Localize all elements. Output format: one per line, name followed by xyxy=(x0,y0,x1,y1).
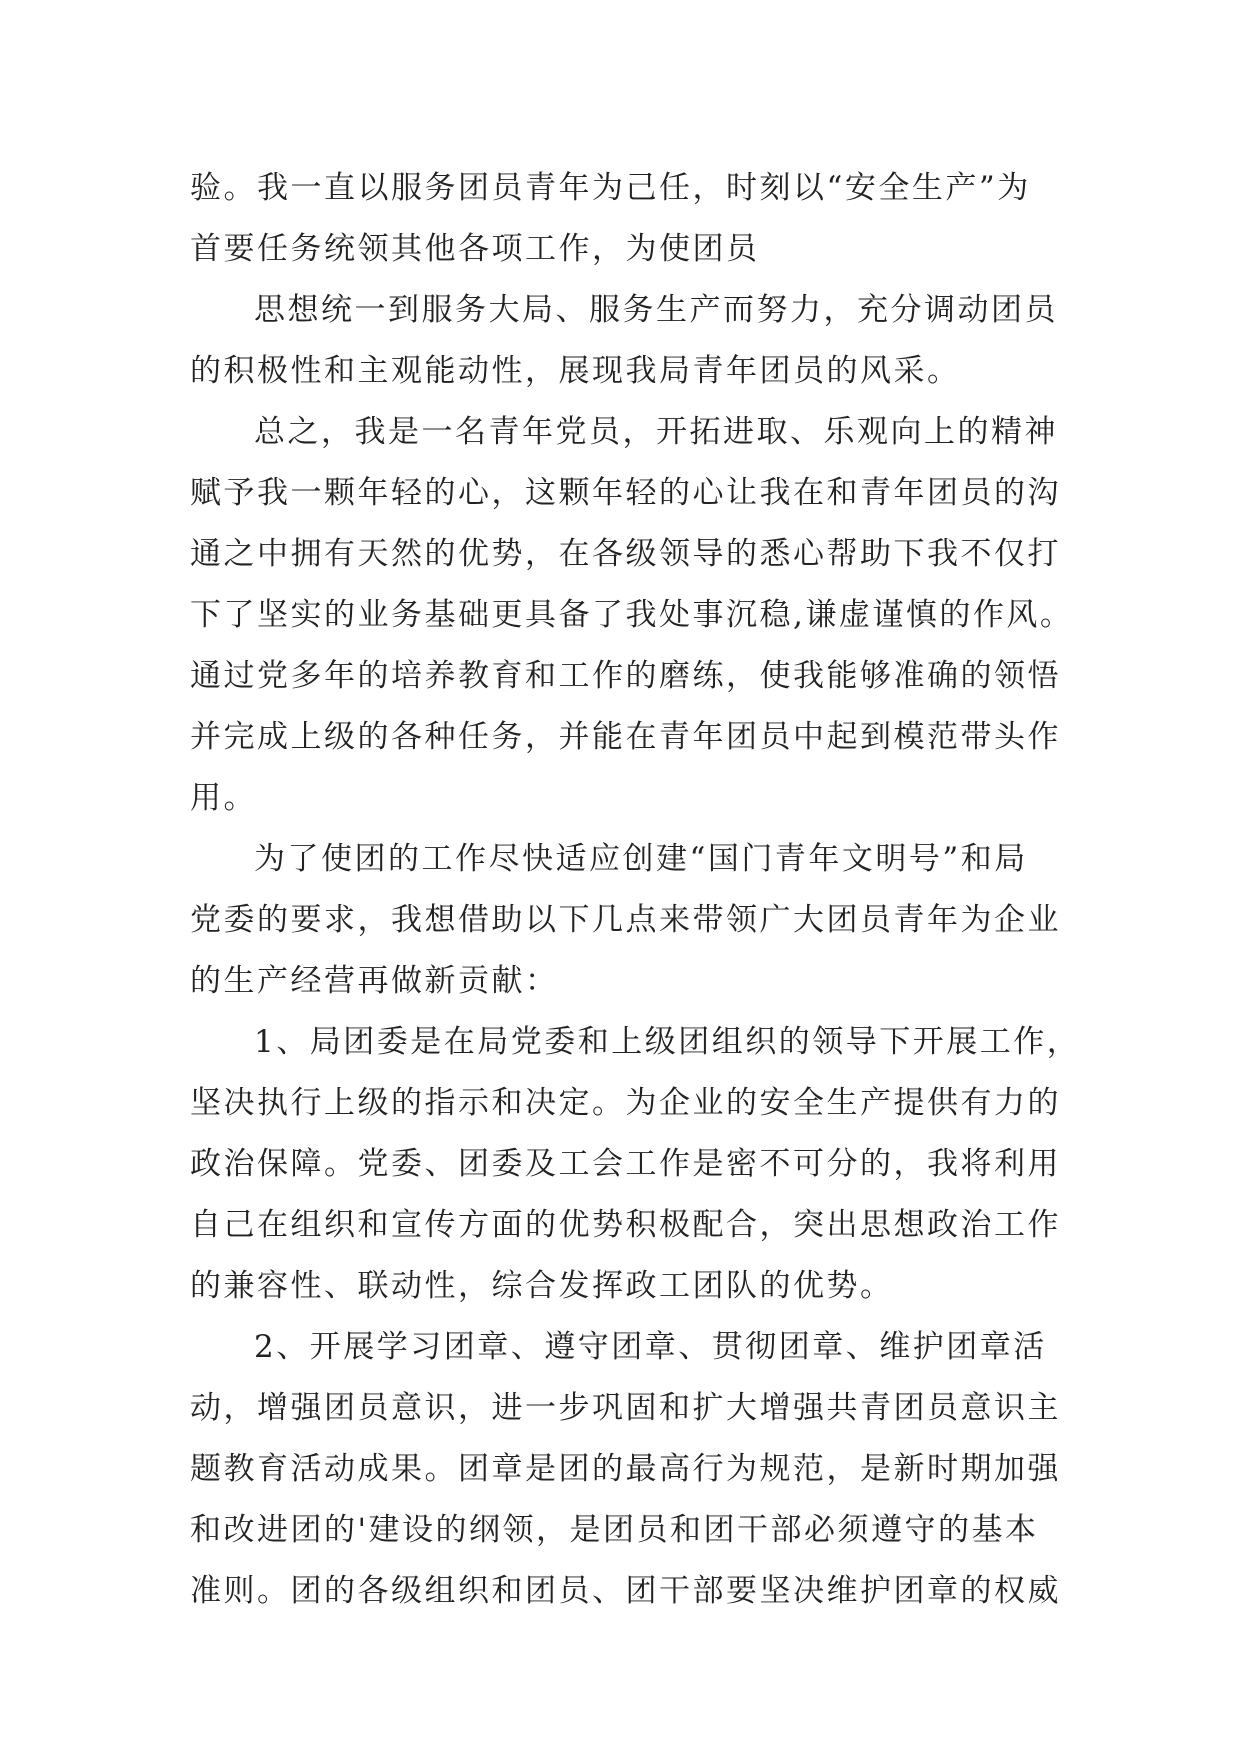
text-line: 的生产经营再做新贡献： xyxy=(190,963,559,999)
text-line: 通之中拥有天然的优势，在各级领导的悉心帮助下我不仅打 xyxy=(190,536,1061,572)
text-line: 赋予我一颗年轻的心，这颗年轻的心让我在和青年团员的沟 xyxy=(190,475,1061,511)
text-line: 自己在组织和宣传方面的优势积极配合，突出思想政治工作 xyxy=(190,1207,1061,1243)
text-line: 2、开展学习团章、遵守团章、贯彻团章、维护团章活 xyxy=(254,1329,1047,1365)
text-line: 为了使团的工作尽快适应创建“国门青年文明号”和局 xyxy=(254,841,1028,877)
text-line: 用。 xyxy=(190,780,257,816)
text-line: 党委的要求，我想借助以下几点来带领广大团员青年为企业 xyxy=(190,902,1061,938)
text-line: 政治保障。党委、团委及工会工作是密不可分的，我将利用 xyxy=(190,1146,1061,1182)
text-line: 首要任务统领其他各项工作，为使团员 xyxy=(190,231,760,267)
text-line: 准则。团的各级组织和团员、团干部要坚决维护团章的权威 xyxy=(190,1573,1061,1609)
body-text xyxy=(190,158,1081,1622)
text-line: 下了坚实的业务基础更具备了我处事沉稳,谦虚谨慎的作风。 xyxy=(190,597,1074,633)
text-line: 和改进团的'建设的纲领，是团员和团干部必须遵守的基本 xyxy=(190,1512,1039,1548)
text-line: 总之，我是一名青年党员，开拓进取、乐观向上的精神 xyxy=(254,414,1058,450)
text-line: 验。我一直以服务团员青年为己任，时刻以“安全生产”为 xyxy=(190,170,1031,206)
text-line: 坚决执行上级的指示和决定。为企业的安全生产提供有力的 xyxy=(190,1085,1061,1121)
text-line: 并完成上级的各种任务，并能在青年团员中起到模范带头作 xyxy=(190,719,1061,755)
text-line: 的积极性和主观能动性，展现我局青年团员的风采。 xyxy=(190,353,961,389)
text-line: 1、局团委是在局党委和上级团组织的领导下开展工作， xyxy=(254,1024,1081,1060)
text-line: 动，增强团员意识，进一步巩固和扩大增强共青团员意识主 xyxy=(190,1390,1061,1426)
text-line: 通过党多年的培养教育和工作的磨练，使我能够准确的领悟 xyxy=(190,658,1061,694)
text-line: 思想统一到服务大局、服务生产而努力，充分调动团员 xyxy=(254,292,1058,328)
text-line: 题教育活动成果。团章是团的最高行为规范，是新时期加强 xyxy=(190,1451,1061,1487)
text-line: 的兼容性、联动性，综合发挥政工团队的优势。 xyxy=(190,1268,894,1304)
